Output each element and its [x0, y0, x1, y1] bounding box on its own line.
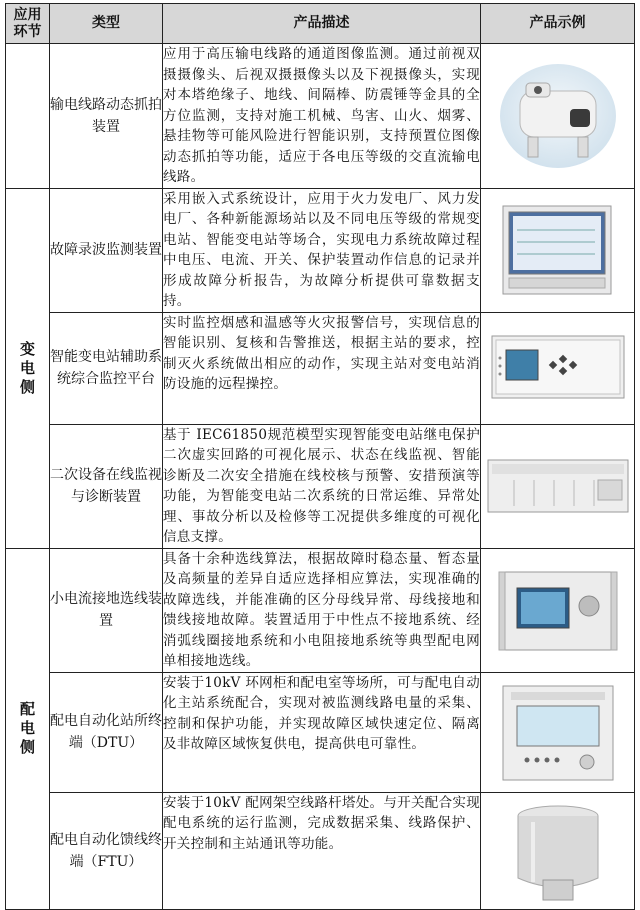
- stage-cell-empty: [6, 44, 50, 189]
- table-row: [6, 548, 635, 672]
- camera-device-photo: [481, 44, 635, 189]
- header-row: [6, 4, 635, 44]
- table-row: [6, 188, 635, 312]
- line-selection-device-photo: [481, 548, 635, 672]
- header-type: 类型: [50, 4, 163, 44]
- header-example: 产品示例: [481, 4, 635, 44]
- fault-recorder-photo: [481, 188, 635, 312]
- desc-cell: 具备十余种选线算法，根据故障时稳态量、暂态量及高频量的差异自适应选择相应算法，实现准确的故障选线，并能准确的区分母线异常、母线接地和馈线接地故障。装置适用于中性点不接地系统、经消弧线圈接地系统和小电阻接地系统等典型配电网单相接地选线。: [163, 548, 481, 672]
- desc-cell: 应用于高压输电线路的通道图像监测。通过前视双摄摄像头、后视双摄摄像头以及下视摄像头，实现对本塔绝缘子、地线、间隔棒、防震锤等金具的全方位监测，支持对施工机械、鸟害、山火、烟雾、悬挂物等可能风险进行智能识别，支持预置位图像动态抓拍等功能，适应于各电压等级的交直流输电线路。: [163, 44, 481, 189]
- desc-cell: 基于 IEC61850规范模型实现智能变电站继电保护二次虚实回路的可视化展示、状态在线监视、智能诊断及二次安全措施在线校核与预警、安措预演等功能，为智能变电站二次系统的日常运维、异常处理、事故分析以及检修等工况提供多维度的可视化信息支撑。: [163, 424, 481, 548]
- header-stage: 应用环节: [6, 4, 50, 44]
- stage-distribution: 配电侧: [6, 548, 50, 909]
- type-cell: 输电线路动态抓拍装置: [50, 44, 163, 189]
- desc-cell: 实时监控烟感和温感等火灾报警信号，实现信息的智能识别、复核和告警推送，根据主站的要求，控制灭火系统做出相应的动作，实现主站对变电站消防设施的远程操控。: [163, 312, 481, 424]
- table-row: [6, 792, 635, 909]
- type-cell: 故障录波监测装置: [50, 188, 163, 312]
- type-cell: 小电流接地选线装置: [50, 548, 163, 672]
- type-cell: 二次设备在线监视与诊断装置: [50, 424, 163, 548]
- product-table: [5, 3, 635, 910]
- header-desc: 产品描述: [163, 4, 481, 44]
- table-row: [6, 312, 635, 424]
- desc-cell: 采用嵌入式系统设计，应用于火力发电厂、风力发电厂、各种新能源场站以及不同电压等级的常规变电站、智能变电站等场合，实现电力系统故障过程中电压、电流、开关、保护装置动作信息的记录并形成故障分析报告，为故障分析提供可靠数据支持。: [163, 188, 481, 312]
- ftu-terminal-photo: [481, 792, 635, 909]
- desc-cell: 安装于10kV 环网柜和配电室等场所，可与配电自动化主站系统配合，实现对被监测线路电量的采集、控制和保护功能，并实现故障区域快速定位、隔离及非故障区域恢复供电，提高供电可靠性。: [163, 672, 481, 792]
- stage-substation: 变电侧: [6, 188, 50, 548]
- table-row: [6, 44, 635, 189]
- aux-monitor-panel-photo: [481, 312, 635, 424]
- secondary-device-monitor-photo: [481, 424, 635, 548]
- dtu-terminal-photo: [481, 672, 635, 792]
- desc-cell: 安装于10kV 配网架空线路杆塔处。与开关配合实现配电系统的运行监测，完成数据采集、线路保护、开关控制和主站通讯等功能。: [163, 792, 481, 909]
- table-row: [6, 672, 635, 792]
- table-row: [6, 424, 635, 548]
- type-cell: 配电自动化站所终端（DTU）: [50, 672, 163, 792]
- type-cell: 配电自动化馈线终端（FTU）: [50, 792, 163, 909]
- type-cell: 智能变电站辅助系统综合监控平台: [50, 312, 163, 424]
